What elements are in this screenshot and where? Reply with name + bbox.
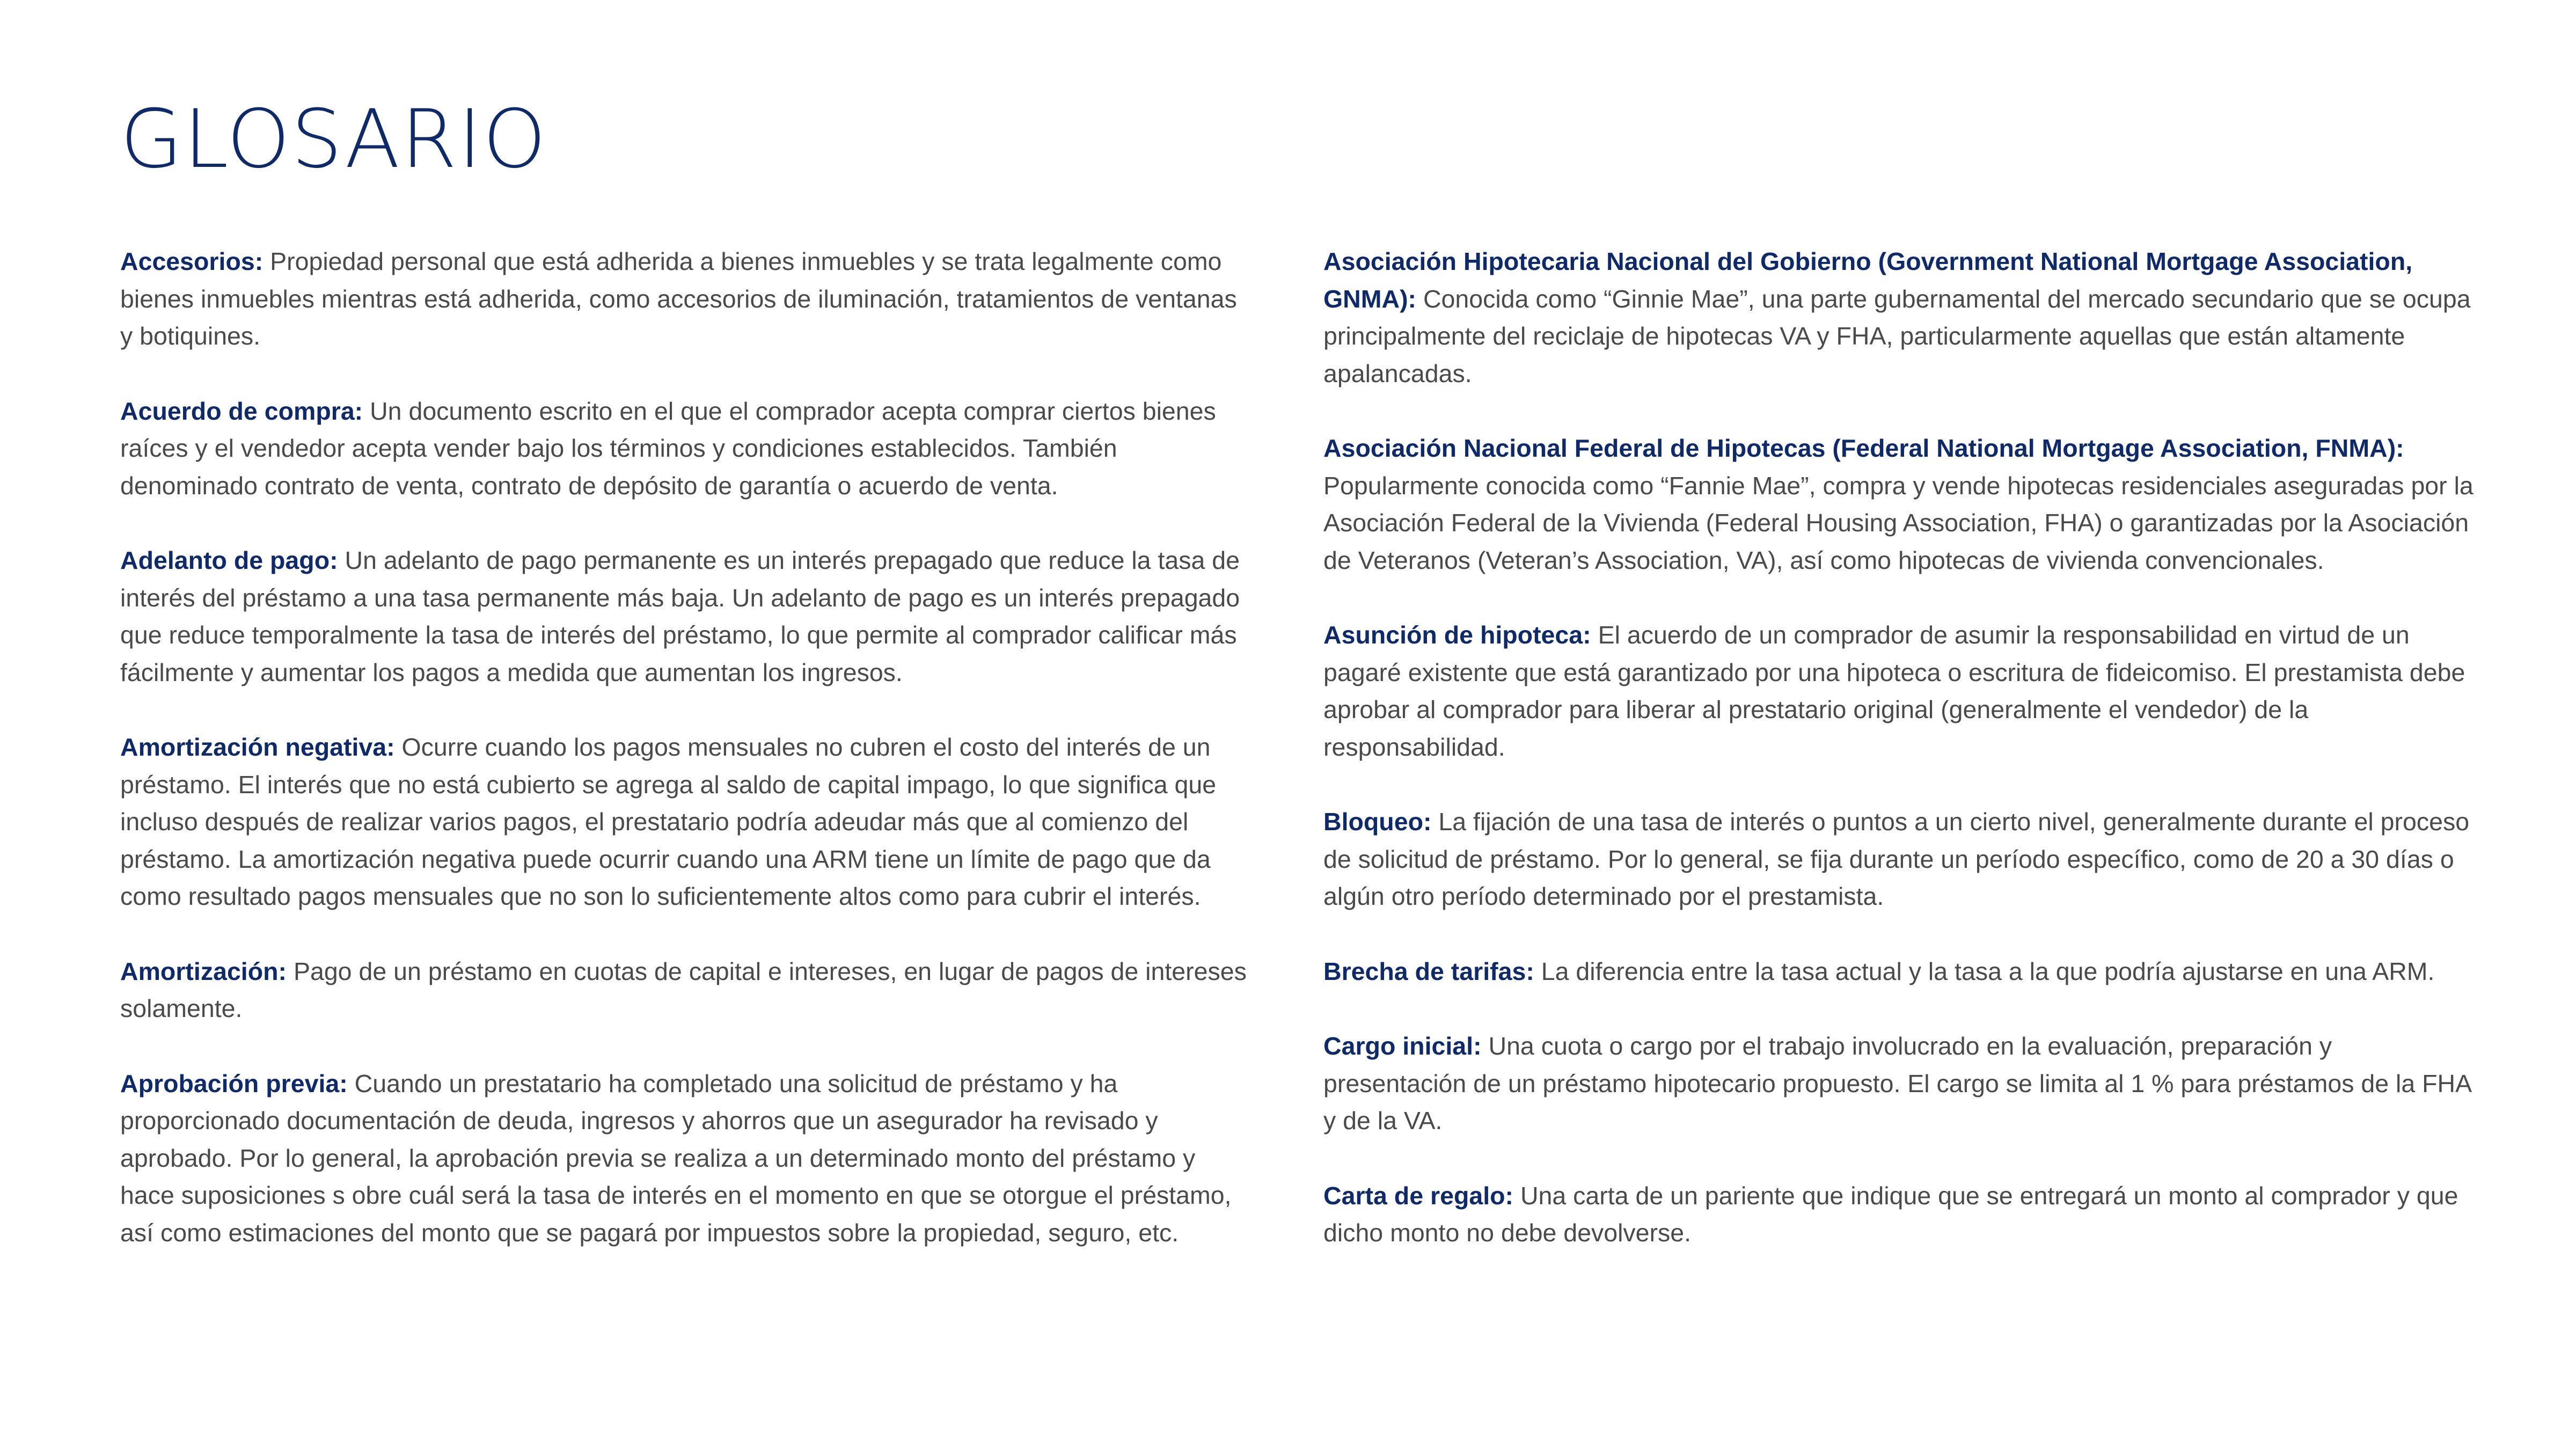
glossary-entry	[120, 953, 1247, 1028]
glossary-definition: Propiedad personal que está adherida a bienes inmuebles y se trata legalmente como bienes inmuebles mientras está adherida, como accesorios de iluminación, tratamientos de ventanas y botiquines.	[120, 247, 1237, 350]
glossary-right-column	[1323, 243, 2477, 1290]
glossary-term: Carta de regalo:	[1323, 1181, 1514, 1210]
glossary-term: Cargo inicial:	[1323, 1032, 1482, 1060]
glossary-entry	[1323, 617, 2477, 766]
glossary-term: Adelanto de pago:	[120, 546, 338, 574]
glossary-entry	[1323, 803, 2477, 916]
glossary-term: Amortización:	[120, 957, 287, 985]
glossary-entry	[1323, 953, 2477, 991]
glossary-definition: Conocida como “Ginnie Mae”, una parte gubernamental del mercado secundario que se ocupa principalmente del reciclaje de hipotecas VA y FHA, particularmente aquellas que están altamente apalancadas.	[1323, 284, 2471, 387]
glossary-term: Accesorios:	[120, 247, 264, 275]
glossary-definition: Una cuota o cargo por el trabajo involucrado en la evaluación, preparación y presentación de un préstamo hipotecario propuesto. El cargo se limita al 1 % para préstamos de la FHA y de la VA.	[1323, 1032, 2471, 1135]
glossary-entry	[1323, 1028, 2477, 1140]
glossary-entry	[1323, 430, 2477, 579]
glossary-definition: Un adelanto de pago permanente es un interés prepagado que reduce la tasa de interés del préstamo a una tasa permanente más baja. Un adelanto de pago es un interés prepagado que reduce temporalmente la tasa de interés del préstamo, lo que permite al comprador calificar más fácilmente y aumentar los pagos a medida que aumentan los ingresos.	[120, 546, 1240, 686]
glossary-definition: Un documento escrito en el que el comprador acepta comprar ciertos bienes raíces y el vendedor acepta vender bajo los términos y condiciones establecidos. También denominado contrato de venta, contrato de depósito de garantía o acuerdo de venta.	[120, 397, 1216, 500]
page-title: GLOSARIO	[120, 93, 547, 186]
glossary-entry	[120, 729, 1247, 916]
glossary-entry	[120, 1065, 1247, 1252]
glossary-term: Amortización negativa:	[120, 733, 395, 761]
glossary-entry	[120, 542, 1247, 691]
glossary-term: Bloqueo:	[1323, 808, 1432, 836]
glossary-definition: Cuando un prestatario ha completado una solicitud de préstamo y ha proporcionado documentación de deuda, ingresos y ahorros que un asegurador ha revisado y aprobado. Por lo general, la aprobación previa se realiza a un determinado monto del préstamo y hace suposiciones s obre cuál será la tasa de interés en el momento en que se otorgue el préstamo, así como estimaciones del monto que se pagará por impuestos sobre la propiedad, seguro, etc.	[120, 1069, 1232, 1247]
glossary-definition: La fijación de una tasa de interés o puntos a un cierto nivel, generalmente durante el proceso de solicitud de préstamo. Por lo general, se fija durante un período específico, como de 20 a 30 días o algún otro período determinado por el prestamista.	[1323, 808, 2470, 910]
glossary-term: Asociación Hipotecaria Nacional del Gobierno (Government National Mortgage Association, GNMA):	[1323, 247, 2413, 313]
glossary-entry	[120, 393, 1247, 505]
glossary-definition: Popularmente conocida como “Fannie Mae”, compra y vende hipotecas residenciales aseguradas por la Asociación Federal de la Vivienda (Federal Housing Association, FHA) o garantizadas por la Asociación de Veteranos (Veteran’s Association, VA), así como hipotecas de vivienda convencionales.	[1323, 471, 2473, 574]
glossary-entry	[1323, 1177, 2477, 1252]
glossary-term: Asunción de hipoteca:	[1323, 621, 1591, 649]
glossary-entry	[1323, 243, 2477, 392]
glossary-definition: El acuerdo de un comprador de asumir la responsabilidad en virtud de un pagaré existente que está garantizado por una hipoteca o escritura de fideicomiso. El prestamista debe aprobar al comprador para liberar al prestatario original (generalmente el vendedor) de la responsabilidad.	[1323, 621, 2465, 761]
glossary-definition: Una carta de un pariente que indique que se entregará un monto al comprador y que dicho monto no debe devolverse.	[1323, 1181, 2458, 1247]
glossary-definition: La diferencia entre la tasa actual y la tasa a la que podría ajustarse en una ARM.	[1541, 957, 2435, 985]
glossary-term: Asociación Nacional Federal de Hipotecas (Federal National Mortgage Association, FNMA):	[1323, 434, 2404, 462]
glossary-entry	[120, 243, 1247, 355]
glossary-definition: Ocurre cuando los pagos mensuales no cubren el costo del interés de un préstamo. El interés que no está cubierto se agrega al saldo de capital impago, lo que significa que incluso después de realizar varios pagos, el prestatario podría adeudar más que al comienzo del préstamo. La amortización negativa puede ocurrir cuando una ARM tiene un límite de pago que da como resultado pagos mensuales que no son lo suficientemente altos como para cubrir el interés.	[120, 733, 1217, 910]
glossary-term: Aprobación previa:	[120, 1069, 348, 1097]
glossary-definition: Pago de un préstamo en cuotas de capital e intereses, en lugar de pagos de intereses solamente.	[120, 957, 1247, 1022]
glossary-left-column	[120, 243, 1247, 1289]
glossary-term: Brecha de tarifas:	[1323, 957, 1534, 985]
glossary-term: Acuerdo de compra:	[120, 397, 363, 425]
